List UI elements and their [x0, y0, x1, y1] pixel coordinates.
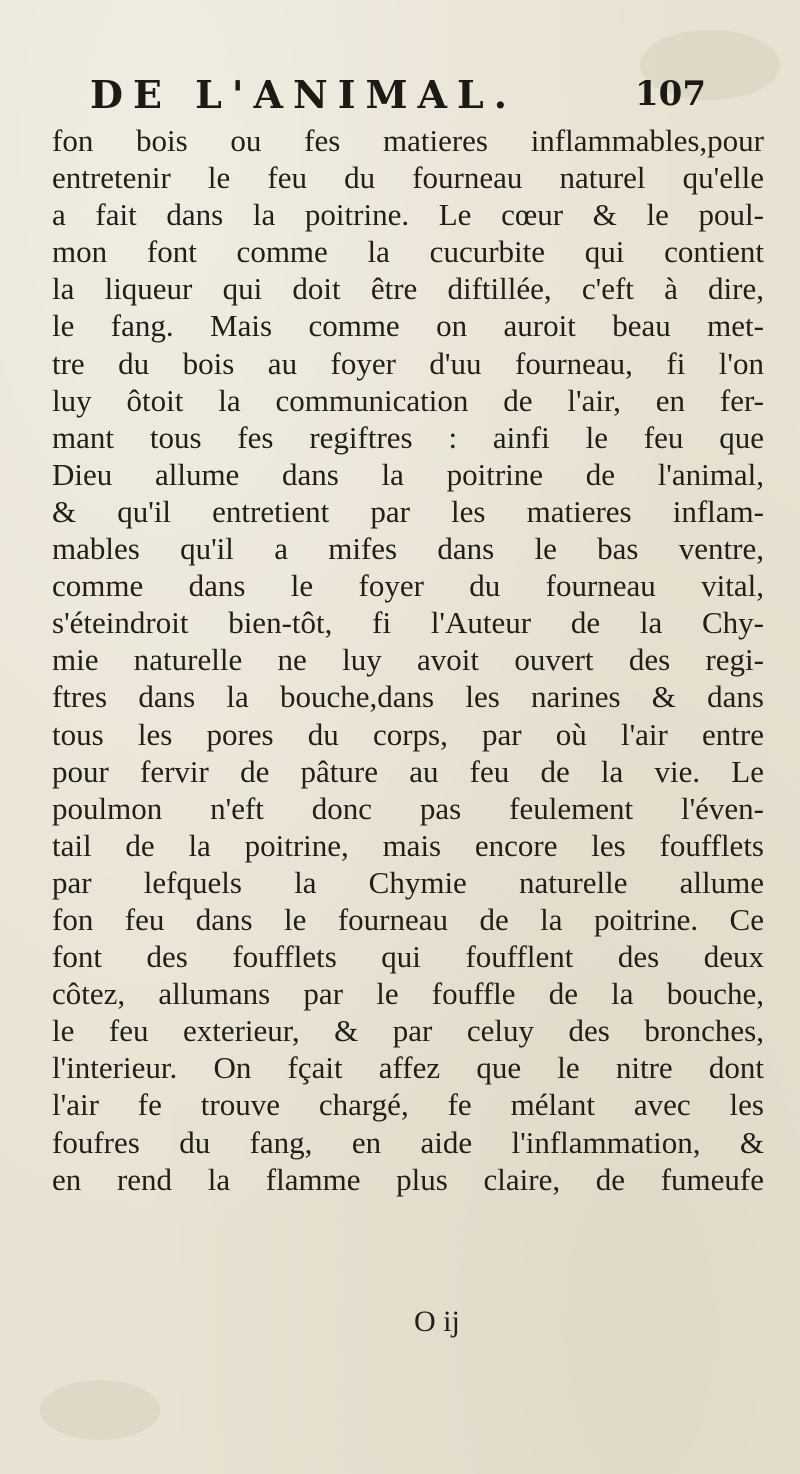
page-number: 107	[635, 74, 706, 114]
text-line: la liqueur qui doit être diftillée, c'eft à dire,	[52, 271, 764, 307]
text-line: côtez, allumans par le fouffle de la bouche,	[52, 976, 764, 1012]
signature-mark: O ij	[414, 1305, 460, 1338]
text-line: mie naturelle ne luy avoit ouvert des regi-	[52, 642, 764, 678]
text-line: s'éteindroit bien-tôt, fi l'Auteur de la Chy-	[52, 605, 764, 641]
text-line: tous les pores du corps, par où l'air entre	[52, 716, 764, 752]
text-line: mables qu'il a mifes dans le bas ventre,	[52, 531, 764, 567]
text-line: l'air fe trouve chargé, fe mélant avec les	[52, 1087, 764, 1123]
text-line: le feu exterieur, & par celuy des bronches,	[52, 1013, 764, 1049]
text-line: Dieu allume dans la poitrine de l'animal,	[52, 456, 764, 492]
text-line: fon feu dans le fourneau de la poitrine. Ce	[52, 901, 764, 937]
text-line: luy ôtoit la communication de l'air, en fer-	[52, 382, 764, 418]
text-line: mant tous fes regiftres : ainfi le feu que	[52, 419, 764, 455]
text-line: mon font comme la cucurbite qui contient	[52, 234, 764, 270]
running-head-title: DE L'ANIMAL.	[90, 72, 517, 117]
body-text	[52, 122, 764, 1198]
text-line: pour fervir de pâture au feu de la vie. Le	[52, 753, 764, 789]
text-line: tail de la poitrine, mais encore les foufflets	[52, 827, 764, 863]
paper-stain	[40, 1380, 160, 1440]
text-line: le fang. Mais comme on auroit beau met-	[52, 308, 764, 344]
text-line: en rend la flamme plus claire, de fumeufe	[52, 1161, 764, 1197]
text-line: poulmon n'eft donc pas feulement l'éven-	[52, 790, 764, 826]
text-line: fon bois ou fes matieres inflammables,pour	[52, 123, 764, 158]
text-line: font des foufflets qui foufflent des deux	[52, 939, 764, 975]
text-line: l'interieur. On fçait affez que le nitre dont	[52, 1050, 764, 1086]
running-head	[90, 72, 706, 122]
text-line: a fait dans la poitrine. Le cœur & le poul-	[52, 197, 764, 233]
text-line: & qu'il entretient par les matieres inflam-	[52, 493, 764, 529]
text-line: comme dans le foyer du fourneau vital,	[52, 568, 764, 604]
text-line: entretenir le feu du fourneau naturel qu'elle	[52, 160, 764, 196]
text-line: tre du bois au foyer d'uu fourneau, fi l'on	[52, 345, 764, 381]
text-line: ftres dans la bouche,dans les narines & dans	[52, 679, 764, 715]
text-line: foufres du fang, en aide l'inflammation, &	[52, 1124, 764, 1160]
text-line: par lefquels la Chymie naturelle allume	[52, 864, 764, 900]
